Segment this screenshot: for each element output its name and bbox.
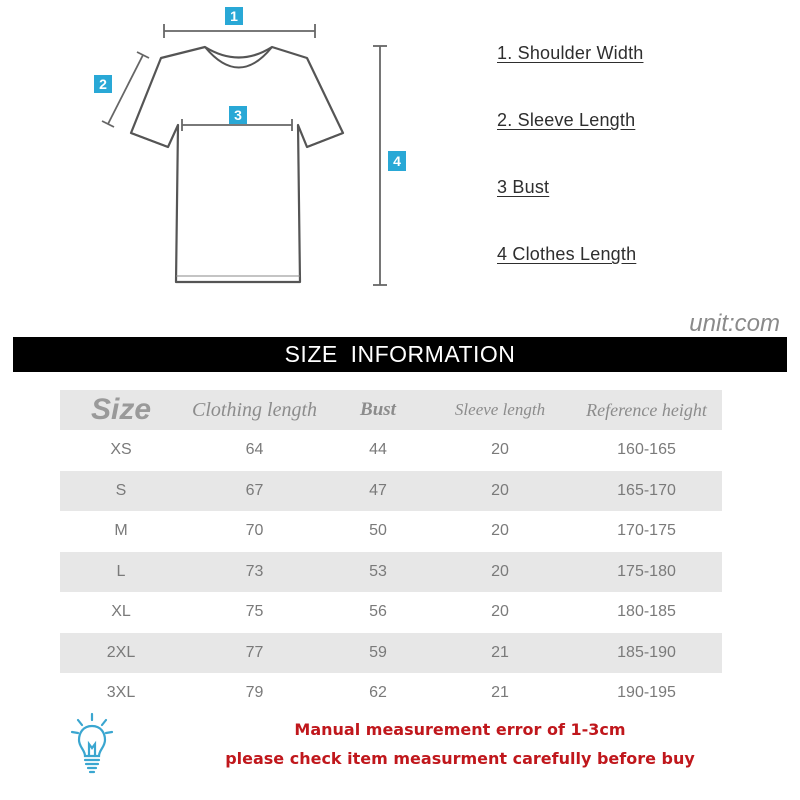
cell-bust: 62: [369, 684, 387, 702]
table-row: [60, 592, 722, 633]
cell-size: XS: [110, 441, 132, 459]
table-row: [60, 471, 722, 512]
svg-text:3: 3: [234, 107, 242, 123]
marker-3: [229, 106, 247, 124]
size-information-banner: SIZE INFORMATION: [13, 337, 787, 372]
cell-reference-height: 165-170: [617, 481, 676, 499]
cell-clothing-length: 73: [245, 562, 264, 580]
cell-reference-height: 180-185: [617, 603, 676, 621]
cell-size: M: [114, 522, 128, 540]
cell-sleeve-length: 20: [491, 522, 509, 540]
cell-sleeve-length: 20: [491, 481, 509, 499]
svg-text:2: 2: [99, 76, 107, 92]
cell-size: XL: [111, 603, 131, 621]
table-row: [60, 552, 722, 593]
cell-sleeve-length: 20: [491, 441, 509, 459]
cell-reference-height: 170-175: [617, 522, 676, 540]
header-clothing-length: Clothing length: [192, 398, 317, 421]
svg-text:4: 4: [393, 153, 401, 169]
cell-clothing-length: 75: [245, 603, 264, 621]
cell-reference-height: 185-190: [617, 643, 676, 661]
cell-clothing-length: 64: [245, 441, 264, 459]
cell-bust: 47: [369, 481, 387, 499]
lightbulb-icon: [70, 712, 114, 776]
cell-sleeve-length: 21: [491, 684, 509, 702]
cell-size: L: [116, 562, 126, 580]
cell-sleeve-length: 20: [491, 562, 509, 580]
cell-sleeve-length: 20: [491, 603, 509, 621]
table-row: [60, 633, 722, 674]
table-row: [60, 511, 722, 552]
note-line-1: Manual measurement error of 1-3cm: [294, 720, 626, 739]
cell-clothing-length: 70: [245, 522, 264, 540]
marker-1: [225, 7, 243, 25]
clothes-length-arrow: [373, 46, 387, 285]
legend-sleeve-length: 2. Sleeve Length: [497, 110, 636, 130]
cell-reference-height: 160-165: [617, 441, 676, 459]
header-bust: Bust: [360, 399, 396, 420]
size-table: [60, 390, 722, 714]
legend-clothes-length: 4 Clothes Length: [497, 244, 637, 264]
cell-bust: 59: [369, 643, 387, 661]
cell-bust: 50: [369, 522, 387, 540]
svg-text:1: 1: [230, 8, 238, 24]
legend-shoulder-width: 1. Shoulder Width: [497, 43, 644, 63]
cell-sleeve-length: 21: [491, 643, 509, 661]
cell-clothing-length: 79: [245, 684, 264, 702]
shoulder-width-arrow: [164, 24, 315, 38]
cell-bust: 53: [369, 562, 387, 580]
header-size: Size: [90, 393, 152, 426]
cell-bust: 44: [369, 441, 387, 459]
legend-bust: 3 Bust: [497, 177, 550, 197]
cell-size: S: [115, 481, 127, 499]
tshirt-diagram: [0, 0, 480, 310]
table-header-row: [60, 390, 722, 430]
table-row: [60, 430, 722, 471]
cell-clothing-length: 67: [245, 481, 264, 499]
cell-size: 3XL: [106, 684, 136, 702]
cell-bust: 56: [369, 603, 387, 621]
tshirt-outline: [131, 47, 343, 282]
table-row: [60, 673, 722, 714]
cell-reference-height: 190-195: [617, 684, 676, 702]
marker-2: [94, 75, 112, 93]
cell-clothing-length: 77: [245, 643, 264, 661]
header-sleeve-length: Sleeve length: [454, 400, 546, 419]
note-line-2: please check item measurment carefully before buy: [225, 749, 695, 768]
header-reference-height: Reference height: [586, 399, 707, 420]
marker-4: [388, 151, 406, 171]
unit-label: unit:com: [689, 310, 780, 337]
cell-size: 2XL: [106, 643, 136, 661]
cell-reference-height: 175-180: [617, 562, 676, 580]
measurement-legend: [497, 40, 787, 308]
